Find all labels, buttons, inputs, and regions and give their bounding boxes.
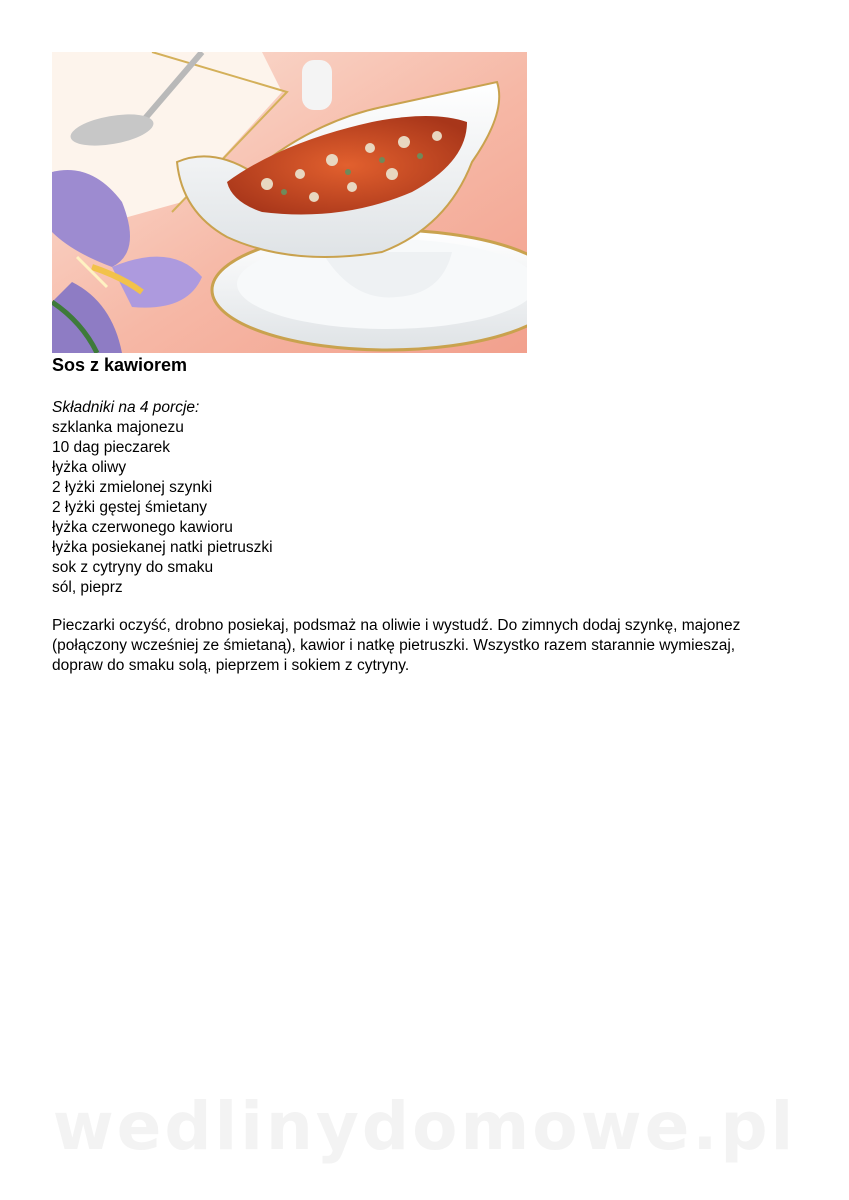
ingredient-item: 2 łyżki gęstej śmietany — [52, 499, 208, 516]
ingredient-item: 2 łyżki zmielonej szynki — [52, 479, 213, 496]
recipe-photo — [52, 52, 527, 353]
recipe-title: Sos z kawiorem — [52, 355, 188, 375]
ingredient-item: sok z cytryny do smaku — [52, 559, 214, 576]
ingredient-item: szklanka majonezu — [52, 419, 184, 436]
ingredients-header: Składniki na 4 porcje: — [52, 399, 200, 416]
watermark: wedlinydomowe.pl — [52, 1088, 797, 1165]
ingredient-item: 10 dag pieczarek — [52, 439, 171, 456]
ingredients-list — [52, 418, 273, 598]
recipe-instructions: Pieczarki oczyść, drobno posiekaj, podsmaż na oliwie i wystudź. Do zimnych dodaj szynkę, majonez (połączony wcześniej ze śmietaną), kawior i natkę pietruszki. Wszystko razem starannie wymieszaj, dopraw do smaku solą, pieprzem i sokiem z cytryny. — [52, 617, 741, 674]
ingredient-item: łyżka posiekanej natki pietruszki — [52, 539, 273, 556]
ingredients-section — [52, 398, 273, 598]
ingredient-item: łyżka oliwy — [52, 459, 127, 476]
ingredient-item: łyżka czerwonego kawioru — [52, 519, 233, 536]
ingredient-item: sól, pieprz — [52, 579, 123, 596]
